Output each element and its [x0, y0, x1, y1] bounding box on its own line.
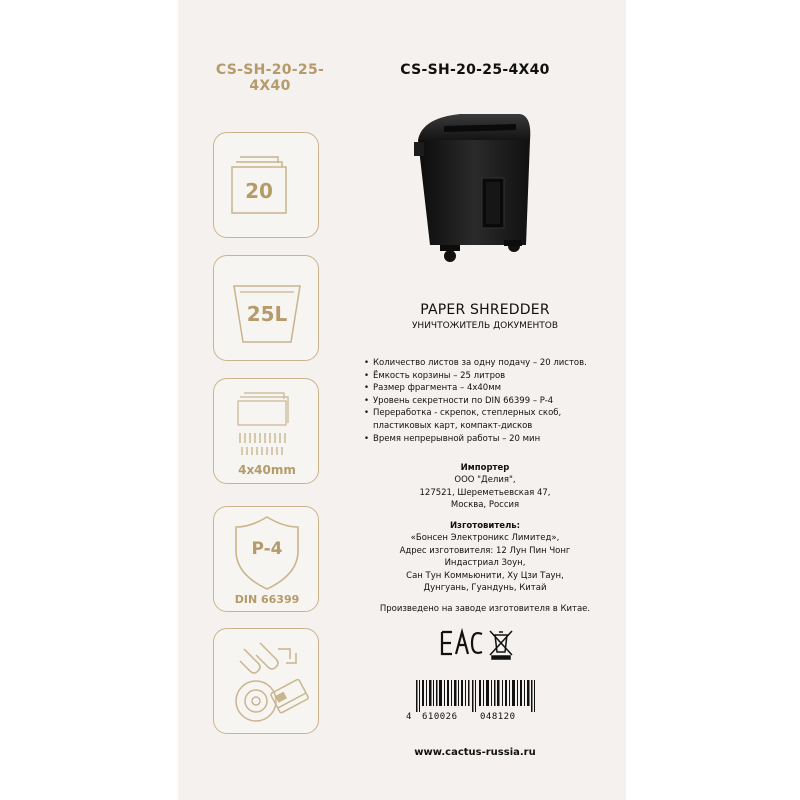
bin-value: 25L: [246, 302, 288, 326]
product-title: PAPER SHREDDER: [420, 302, 550, 318]
model-code-gold: CS-SH-20-25-4X40: [215, 62, 325, 94]
barcode-digits-right: 048120: [480, 712, 516, 722]
barcode: [404, 680, 554, 712]
manufacturer-line: «Бонсен Электроникс Лимитед»,: [410, 533, 560, 544]
security-value: P-4: [251, 539, 283, 559]
fragment-value: 4x40mm: [238, 463, 296, 477]
importer-heading: Импортер: [460, 463, 510, 473]
model-code: CS-SH-20-25-4X40: [400, 62, 550, 78]
certification-marks: [440, 628, 520, 664]
manufacturer-line: Сан Тун Коммьюнити, Ху Цзи Таун,: [406, 570, 564, 581]
shredder-image: [400, 100, 540, 275]
feature-item: • Уровень секретности по DIN 66399 – P-4: [364, 395, 614, 408]
website-link[interactable]: www.cactus-russia.ru: [414, 747, 536, 758]
din-standard-label: DIN 66399: [234, 593, 300, 606]
origin-note: Произведено на заводе изготовителя в Китае.: [379, 604, 591, 614]
importer-line: ООО "Делия",: [454, 475, 516, 486]
feature-item: • Размер фрагмента – 4x40мм: [364, 382, 614, 395]
manufacturer-heading: Изготовитель:: [449, 521, 521, 531]
feature-item: • Переработка - скрепок, степлерных скоб, пластиковых карт, компакт-дисков: [364, 407, 614, 432]
importer-line: 127521, Шереметьевская 47,: [419, 487, 551, 498]
sheets-capacity-tile: [213, 132, 319, 238]
bin-capacity-tile: [213, 255, 319, 361]
fragment-size-tile: [213, 378, 319, 484]
security-level-tile: [213, 506, 319, 612]
feature-item: • Ёмкость корзины – 25 литров: [364, 370, 614, 383]
feature-item: • Количество листов за одну подачу – 20 листов.: [364, 357, 614, 370]
feature-list: [364, 357, 614, 445]
manufacturer-line: Адрес изготовителя: 12 Лун Пин Чонг: [399, 545, 571, 556]
crossed-bin-icon: [486, 628, 516, 660]
clips-cards-disc-icon: [214, 629, 320, 735]
importer-line: Москва, Россия: [450, 500, 520, 511]
sheets-value: 20: [245, 179, 273, 203]
barcode-digit-first: 4: [406, 712, 412, 722]
importer-block: [360, 462, 610, 512]
feature-item: • Время непрерывной работы – 20 мин: [364, 433, 614, 446]
recycling-tile: [213, 628, 319, 734]
manufacturer-block: [360, 520, 610, 594]
barcode-digits-left: 610026: [422, 712, 458, 722]
manufacturer-line: Дунгуань, Гуандунь, Китай: [423, 583, 547, 594]
manufacturer-line: Индастриал Зоун,: [444, 558, 526, 569]
product-subtitle: УНИЧТОЖИТЕЛЬ ДОКУМЕНТОВ: [411, 321, 559, 331]
